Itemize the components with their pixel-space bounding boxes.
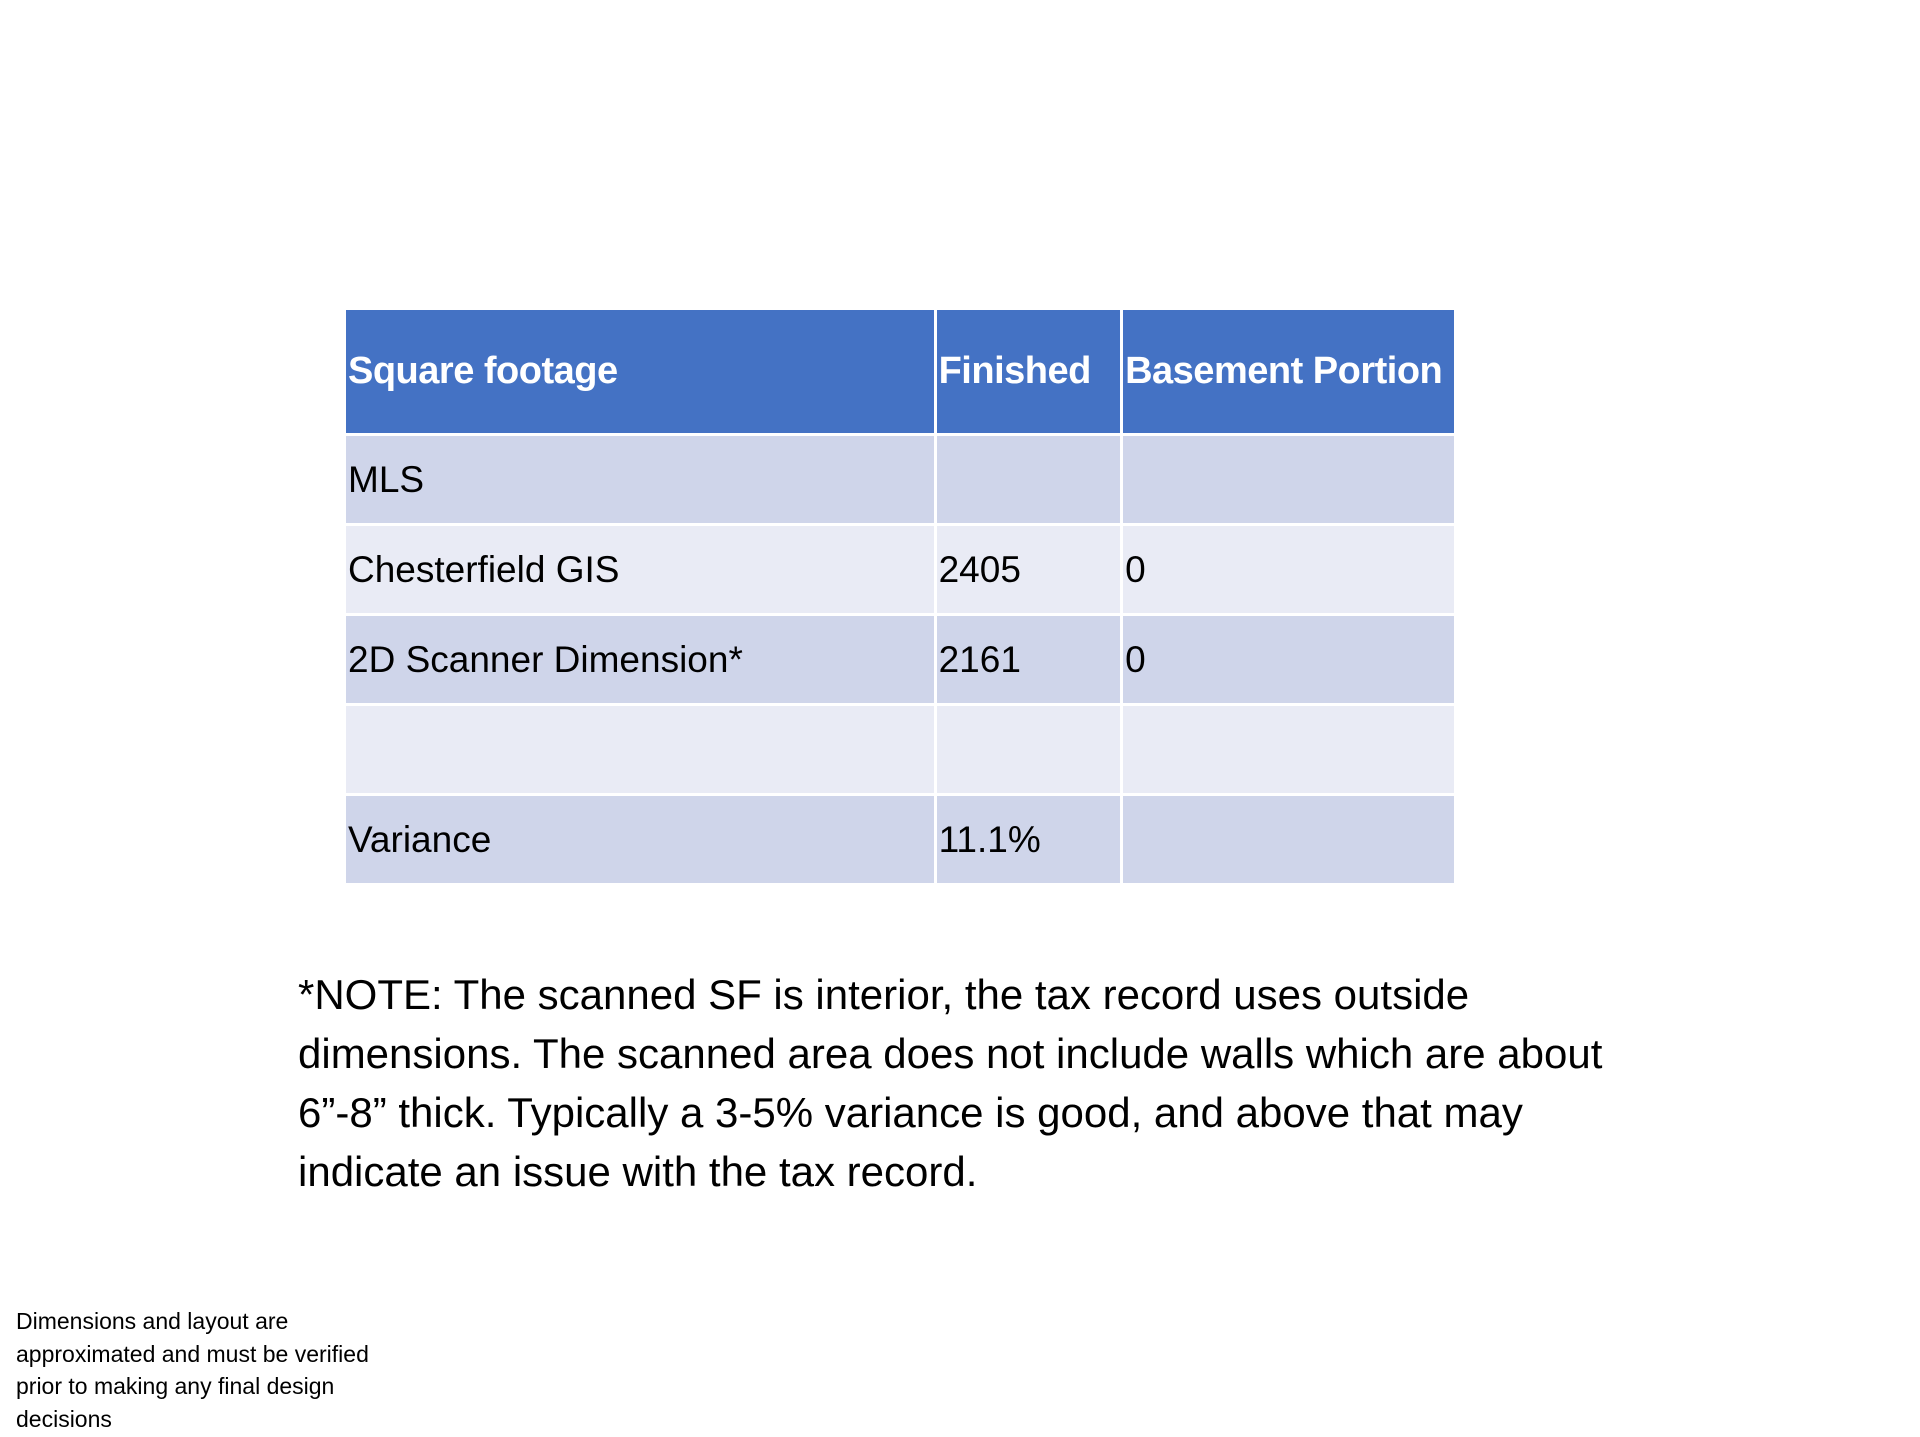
cell-finished <box>935 435 1122 525</box>
header-square-footage: Square footage <box>345 309 936 435</box>
disclaimer-text: Dimensions and layout are approximated and must be verified prior to making any final design decisions <box>16 1308 369 1432</box>
footnote-text: *NOTE: The scanned SF is interior, the tax record uses outside dimensions. The scanned area does not include walls which are about 6”-8” thick. Typically a 3-5% variance is good, and above that may indicate an issue with the tax record. <box>298 971 1603 1195</box>
cell-basement: 0 <box>1122 525 1456 615</box>
cell-finished: 11.1% <box>935 795 1122 885</box>
cell-basement <box>1122 795 1456 885</box>
cell-label: Variance <box>345 795 936 885</box>
table-row-chesterfield-gis <box>345 525 1456 615</box>
header-finished: Finished <box>935 309 1122 435</box>
cell-basement <box>1122 435 1456 525</box>
cell-basement: 0 <box>1122 615 1456 705</box>
cell-label: 2D Scanner Dimension* <box>345 615 936 705</box>
cell-finished: 2405 <box>935 525 1122 615</box>
table-row-2d-scanner <box>345 615 1456 705</box>
cell-finished: 2161 <box>935 615 1122 705</box>
table-header-row <box>345 309 1456 435</box>
table-row-empty <box>345 705 1456 795</box>
cell-finished <box>935 705 1122 795</box>
table-row-variance <box>345 795 1456 885</box>
table-row-mls <box>345 435 1456 525</box>
header-basement-portion: Basement Portion <box>1122 309 1456 435</box>
cell-label <box>345 705 936 795</box>
cell-label: MLS <box>345 435 936 525</box>
cell-label: Chesterfield GIS <box>345 525 936 615</box>
square-footage-table <box>343 307 1457 886</box>
cell-basement <box>1122 705 1456 795</box>
